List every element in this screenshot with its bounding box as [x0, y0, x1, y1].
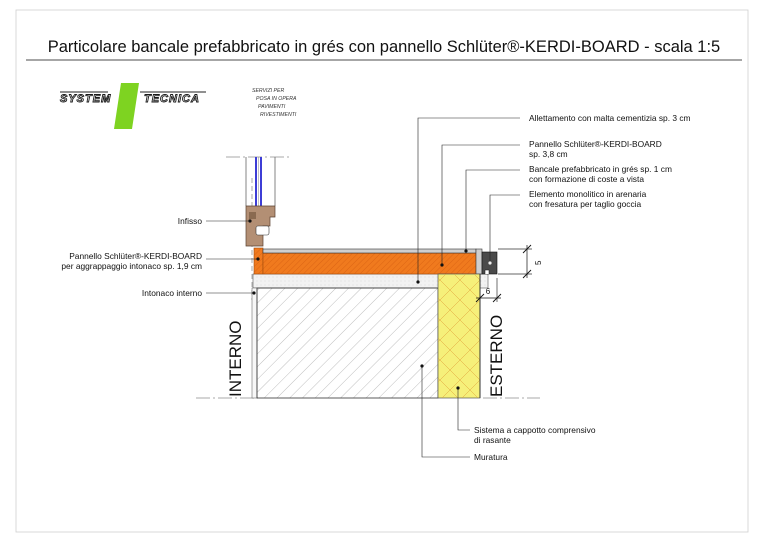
frame-gasket — [256, 226, 269, 235]
label-allettamento: Allettamento con malta cementizia sp. 3 cm — [529, 113, 691, 123]
label-sistema-2: di rasante — [474, 435, 511, 445]
logo-tagline-3: PAVIMENTI — [258, 104, 286, 110]
masonry-wall — [257, 288, 438, 398]
logo-word-right: TECNICA — [144, 93, 200, 105]
drawing-title: Particolare bancale prefabbricato in grés con pannello Schlüter®-KERDI-BOARD - scala 1:5 — [47, 38, 721, 56]
label-pannello-top-1: Pannello Schlüter®-KERDI-BOARD — [529, 139, 662, 149]
label-elemento-2: con fresatura per taglio goccia — [529, 199, 642, 209]
label-infisso: Infisso — [177, 216, 202, 226]
glass-pane-2 — [260, 157, 262, 207]
leader-bancale — [464, 170, 520, 253]
leader-infisso — [206, 219, 252, 222]
company-logo — [60, 83, 297, 129]
exterior-label: ESTERNO — [487, 314, 506, 397]
dimension-width — [476, 278, 501, 302]
leader-pannello-left — [206, 257, 260, 260]
label-pannello-left-2: per aggrappaggio intonaco sp. 1,9 cm — [61, 261, 202, 271]
label-intonaco: Intonaco interno — [141, 288, 202, 298]
gres-sill-slab — [263, 249, 476, 253]
kerdi-board-top-hatch — [263, 253, 476, 274]
label-pannello-left-1: Pannello Schlüter®-KERDI-BOARD — [69, 251, 202, 261]
label-bancale-1: Bancale prefabbricato in grés sp. 1 cm — [529, 164, 672, 174]
logo-tagline-4: RIVESTIMENTI — [260, 112, 297, 118]
label-pannello-top-2: sp. 3,8 cm — [529, 149, 568, 159]
gres-sill-nose — [476, 249, 482, 274]
leader-intonaco — [206, 291, 256, 294]
logo-tagline-2: POSA IN OPERA — [256, 96, 297, 102]
leader-pannello-top — [440, 145, 520, 267]
label-muratura: Muratura — [474, 452, 508, 462]
logo-green-bar — [114, 83, 139, 129]
kerdi-board-left-hatch — [254, 248, 263, 274]
label-sistema-1: Sistema a cappotto comprensivo — [474, 425, 596, 435]
glass-pane-1 — [255, 157, 257, 207]
logo-word-left: SYSTEM — [60, 93, 112, 105]
interior-plaster — [252, 288, 257, 398]
logo-tagline-1: SERVIZI PER — [252, 88, 285, 94]
frame-seal — [249, 212, 256, 219]
interior-label: INTERNO — [226, 320, 245, 397]
dimension-height — [498, 245, 543, 278]
dim-w-value: 6 — [485, 287, 491, 296]
window-frame — [246, 157, 275, 246]
label-bancale-2: con formazione di coste a vista — [529, 174, 644, 184]
external-insulation-hatch — [438, 274, 480, 398]
drip-groove — [485, 270, 489, 274]
label-elemento-1: Elemento monolitico in arenaria — [529, 189, 647, 199]
dim-h-value: 5 — [534, 260, 543, 265]
